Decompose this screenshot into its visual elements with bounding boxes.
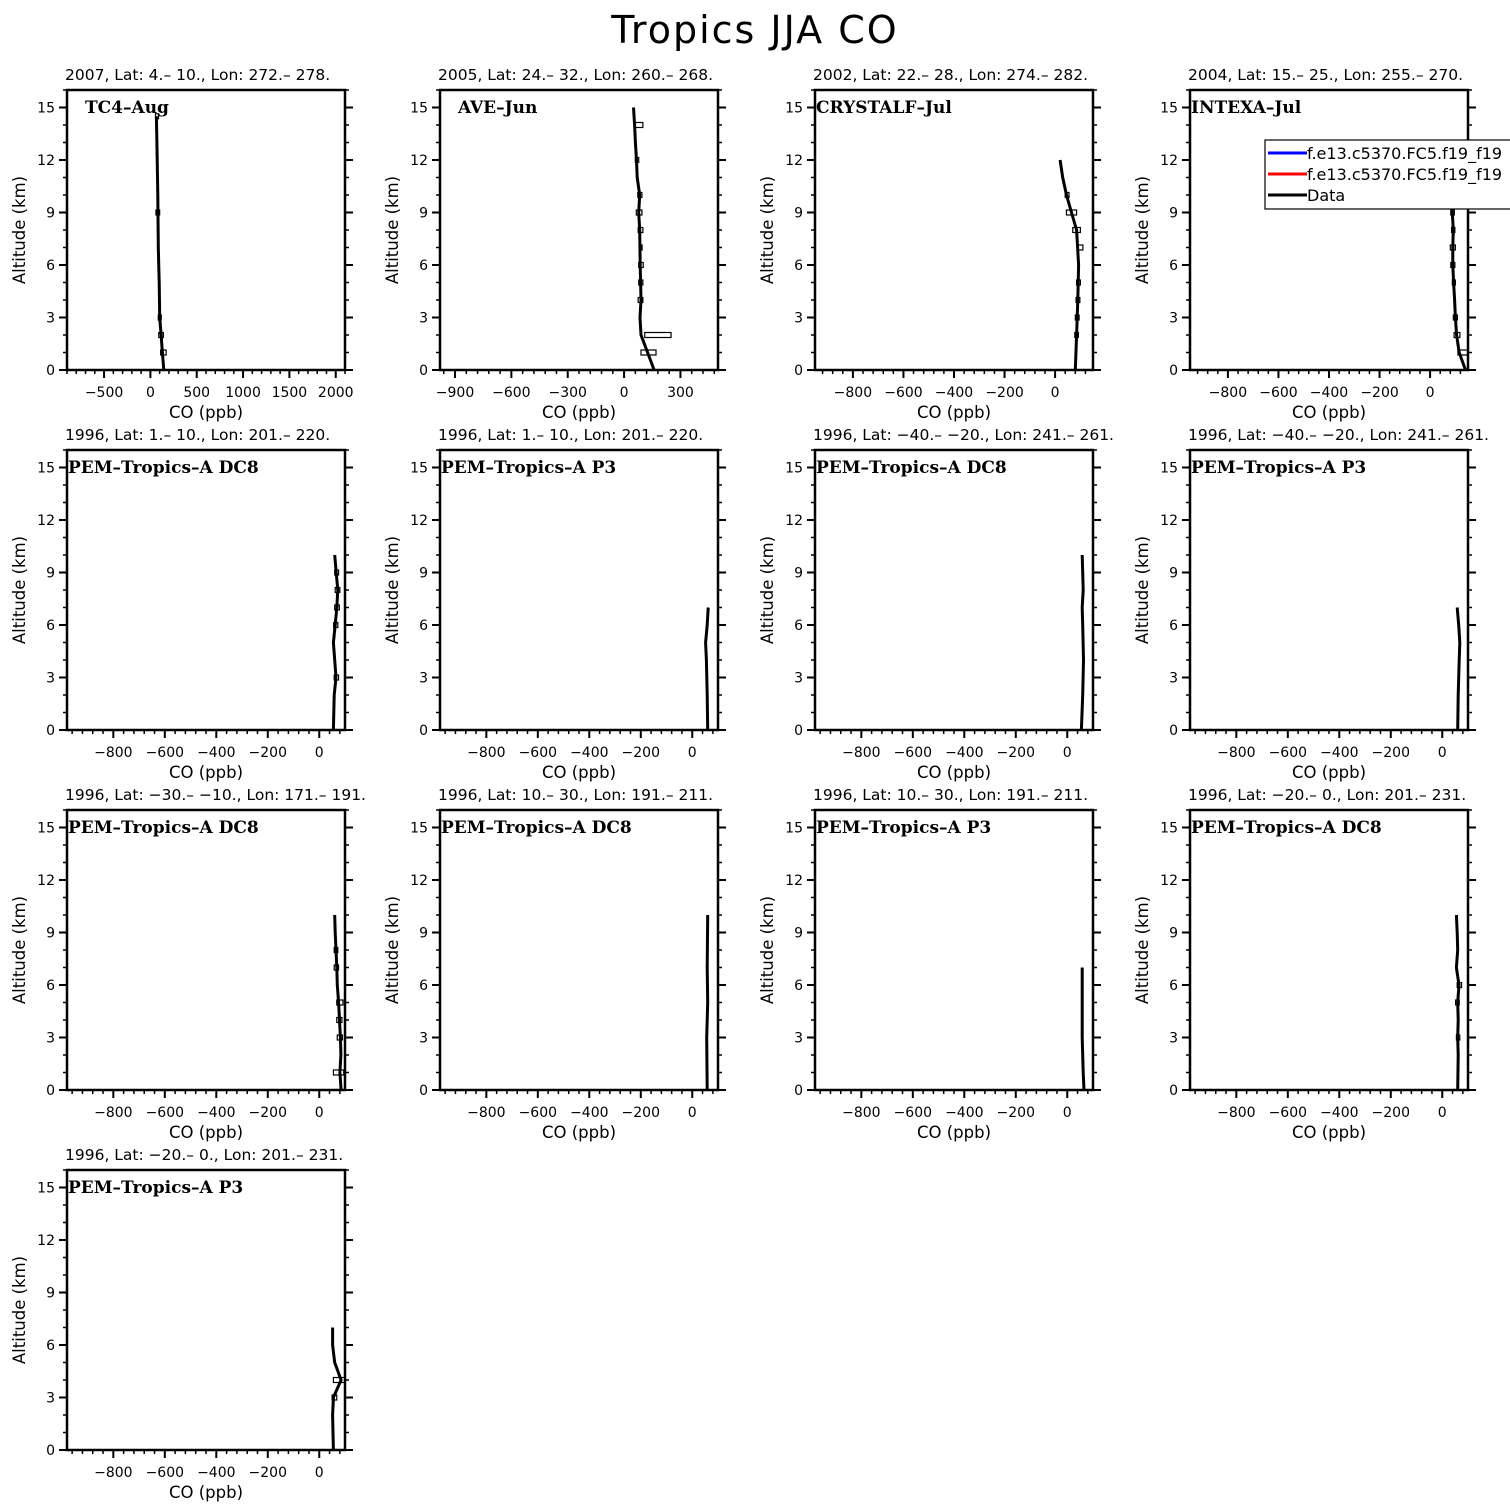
panel-10 bbox=[383, 786, 726, 1142]
x-axis-label: CO (ppb) bbox=[541, 403, 617, 422]
x-axis-label: CO (ppb) bbox=[541, 1123, 617, 1142]
x-tick-label: −200 bbox=[248, 1105, 288, 1121]
plot-frame bbox=[67, 90, 345, 370]
y-tick-label: 12 bbox=[1160, 513, 1178, 529]
x-tick-label: −400 bbox=[934, 385, 974, 401]
y-tick-label: 3 bbox=[1169, 310, 1178, 327]
x-tick-label: −200 bbox=[996, 745, 1036, 761]
plot-frame bbox=[440, 450, 718, 730]
panel-header: 1996, Lat: 1.– 10., Lon: 201.– 220. bbox=[65, 426, 331, 444]
x-tick-label: 0 bbox=[1437, 745, 1447, 761]
campaign-label: PEM–Tropics–A P3 bbox=[816, 818, 992, 838]
x-tick-label: −800 bbox=[842, 1105, 881, 1121]
y-axis-label: Altitude (km) bbox=[1133, 895, 1152, 1005]
x-tick-label: −800 bbox=[467, 1105, 506, 1121]
x-tick-label: 0 bbox=[687, 1105, 697, 1121]
y-tick-label: 6 bbox=[794, 978, 803, 994]
x-tick-label: −800 bbox=[842, 745, 881, 761]
x-tick-label: −600 bbox=[884, 385, 923, 401]
x-tick-label: −400 bbox=[1320, 745, 1359, 761]
legend-label: f.e13.c5370.FC5.f19_f19 bbox=[1307, 165, 1503, 184]
y-tick-label: 3 bbox=[46, 1030, 55, 1047]
panel-header: 1996, Lat: −30.– −10., Lon: 171.– 191. bbox=[65, 786, 366, 804]
x-tick-label: −400 bbox=[1309, 385, 1349, 401]
x-tick-label: 0 bbox=[1437, 1105, 1447, 1121]
x-axis-label: CO (ppb) bbox=[1291, 763, 1367, 782]
x-axis-label: CO (ppb) bbox=[916, 1123, 992, 1142]
x-tick-label: −800 bbox=[833, 385, 873, 401]
series-data-line bbox=[1081, 555, 1083, 730]
x-tick-label: −400 bbox=[570, 745, 609, 761]
panel-11 bbox=[758, 786, 1101, 1142]
y-tick-label: 6 bbox=[46, 1338, 55, 1354]
panel-3 bbox=[758, 66, 1101, 422]
y-tick-label: 3 bbox=[1169, 670, 1178, 687]
y-tick-label: 12 bbox=[1160, 153, 1178, 169]
x-tick-label: 1000 bbox=[225, 385, 261, 401]
x-tick-label: −200 bbox=[1360, 385, 1399, 401]
data-range-box bbox=[645, 333, 671, 338]
panel-13 bbox=[10, 1146, 353, 1502]
campaign-label: PEM–Tropics–A DC8 bbox=[68, 818, 259, 838]
x-tick-label: −600 bbox=[893, 1105, 933, 1121]
panel-header: 2002, Lat: 22.– 28., Lon: 274.– 282. bbox=[813, 66, 1089, 84]
x-tick-label: −400 bbox=[197, 745, 236, 761]
x-tick-label: 0 bbox=[619, 385, 629, 401]
y-tick-label: 15 bbox=[37, 460, 55, 477]
y-tick-label: 9 bbox=[1169, 565, 1178, 582]
panel-header: 1996, Lat: −40.– −20., Lon: 241.– 261. bbox=[1188, 426, 1489, 444]
plot-frame bbox=[67, 810, 345, 1090]
y-tick-label: 12 bbox=[410, 873, 428, 889]
y-axis-label: Altitude (km) bbox=[758, 175, 777, 285]
x-tick-label: −800 bbox=[94, 1105, 133, 1121]
x-tick-label: 2000 bbox=[317, 385, 354, 401]
series-data-line bbox=[634, 108, 655, 371]
y-tick-label: 3 bbox=[46, 310, 55, 327]
x-tick-label: 0 bbox=[687, 745, 697, 761]
y-tick-label: 9 bbox=[1169, 925, 1178, 942]
y-tick-label: 15 bbox=[785, 820, 803, 837]
y-axis-label: Altitude (km) bbox=[1133, 535, 1152, 645]
x-tick-label: −600 bbox=[145, 745, 185, 761]
y-axis-label: Altitude (km) bbox=[10, 895, 29, 1005]
y-axis-label: Altitude (km) bbox=[758, 895, 777, 1005]
y-tick-label: 6 bbox=[46, 978, 55, 994]
x-tick-label: −600 bbox=[1268, 745, 1308, 761]
x-tick-label: −600 bbox=[145, 1105, 185, 1121]
y-tick-label: 0 bbox=[419, 723, 428, 739]
x-tick-label: −800 bbox=[1208, 385, 1248, 401]
panel-4 bbox=[1133, 66, 1476, 422]
x-axis-label: CO (ppb) bbox=[168, 1123, 244, 1142]
y-tick-label: 9 bbox=[419, 925, 428, 942]
panel-5 bbox=[10, 426, 353, 782]
y-tick-label: 0 bbox=[419, 363, 428, 379]
panel-header: 1996, Lat: −20.– 0., Lon: 201.– 231. bbox=[65, 1146, 344, 1164]
x-tick-label: −600 bbox=[145, 1465, 185, 1481]
x-axis-label: CO (ppb) bbox=[916, 403, 992, 422]
y-tick-label: 6 bbox=[1169, 618, 1178, 634]
y-tick-label: 0 bbox=[794, 1083, 803, 1099]
x-tick-label: −200 bbox=[621, 745, 661, 761]
x-tick-label: −800 bbox=[94, 745, 133, 761]
y-tick-label: 6 bbox=[419, 258, 428, 274]
y-tick-label: 3 bbox=[419, 1030, 428, 1047]
x-tick-label: 0 bbox=[1425, 385, 1435, 401]
plot-frame bbox=[440, 90, 718, 370]
x-tick-label: −400 bbox=[945, 745, 984, 761]
x-axis-label: CO (ppb) bbox=[916, 763, 992, 782]
x-tick-label: −200 bbox=[1371, 745, 1411, 761]
series-data-line bbox=[706, 608, 709, 731]
x-tick-label: −200 bbox=[996, 1105, 1036, 1121]
y-tick-label: 3 bbox=[419, 310, 428, 327]
x-tick-label: 0 bbox=[314, 745, 324, 761]
x-tick-label: 0 bbox=[314, 1465, 324, 1481]
x-tick-label: −200 bbox=[248, 1465, 288, 1481]
y-axis-label: Altitude (km) bbox=[383, 535, 402, 645]
y-axis-label: Altitude (km) bbox=[10, 175, 29, 285]
plot-frame bbox=[67, 1170, 345, 1450]
x-tick-label: 300 bbox=[667, 385, 694, 401]
y-tick-label: 15 bbox=[410, 820, 428, 837]
y-tick-label: 6 bbox=[419, 618, 428, 634]
y-axis-label: Altitude (km) bbox=[758, 535, 777, 645]
panel-header: 1996, Lat: 10.– 30., Lon: 191.– 211. bbox=[438, 786, 714, 804]
campaign-label: PEM–Tropics–A DC8 bbox=[816, 458, 1007, 478]
y-tick-label: 6 bbox=[46, 618, 55, 634]
y-tick-label: 6 bbox=[1169, 978, 1178, 994]
y-tick-label: 6 bbox=[794, 618, 803, 634]
plot-frame bbox=[440, 810, 718, 1090]
y-tick-label: 9 bbox=[46, 565, 55, 582]
plot-frame bbox=[1190, 90, 1468, 370]
x-tick-label: −600 bbox=[518, 745, 558, 761]
x-tick-label: −400 bbox=[570, 1105, 609, 1121]
y-tick-label: 3 bbox=[419, 670, 428, 687]
x-tick-label: −500 bbox=[84, 385, 124, 401]
y-tick-label: 15 bbox=[37, 1180, 55, 1197]
y-tick-label: 15 bbox=[1160, 460, 1178, 477]
panel-12 bbox=[1133, 786, 1476, 1142]
x-tick-label: 0 bbox=[1050, 385, 1060, 401]
x-tick-label: −600 bbox=[893, 745, 933, 761]
y-tick-label: 9 bbox=[46, 205, 55, 222]
data-range-box bbox=[635, 123, 643, 128]
panel-header: 1996, Lat: 10.– 30., Lon: 191.– 211. bbox=[813, 786, 1089, 804]
page-title: Tropics JJA CO bbox=[611, 8, 899, 52]
panel-8 bbox=[1133, 426, 1489, 782]
plot-frame bbox=[1190, 810, 1468, 1090]
y-tick-label: 6 bbox=[419, 978, 428, 994]
y-tick-label: 12 bbox=[37, 513, 55, 529]
legend-label: Data bbox=[1307, 186, 1346, 205]
y-axis-label: Altitude (km) bbox=[383, 175, 402, 285]
x-axis-label: CO (ppb) bbox=[541, 763, 617, 782]
panel-header: 1996, Lat: −20.– 0., Lon: 201.– 231. bbox=[1188, 786, 1467, 804]
campaign-label: INTEXA–Jul bbox=[1191, 98, 1302, 118]
y-tick-label: 12 bbox=[1160, 873, 1178, 889]
x-tick-label: −400 bbox=[197, 1465, 236, 1481]
campaign-label: TC4–Aug bbox=[85, 98, 169, 118]
y-tick-label: 12 bbox=[785, 513, 803, 529]
y-tick-label: 15 bbox=[785, 460, 803, 477]
y-tick-label: 9 bbox=[794, 565, 803, 582]
x-axis-label: CO (ppb) bbox=[1291, 1123, 1367, 1142]
y-tick-label: 15 bbox=[37, 100, 55, 117]
y-tick-label: 6 bbox=[46, 258, 55, 274]
y-tick-label: 12 bbox=[37, 1233, 55, 1249]
plot-frame bbox=[1190, 450, 1468, 730]
x-tick-label: −600 bbox=[518, 1105, 558, 1121]
y-tick-label: 0 bbox=[419, 1083, 428, 1099]
y-tick-label: 12 bbox=[785, 153, 803, 169]
series-data-line bbox=[335, 915, 341, 1090]
y-tick-label: 12 bbox=[410, 513, 428, 529]
panel-header: 2007, Lat: 4.– 10., Lon: 272.– 278. bbox=[65, 66, 331, 84]
x-tick-label: −200 bbox=[1371, 1105, 1411, 1121]
series-data-line bbox=[1082, 968, 1084, 1091]
x-tick-label: −800 bbox=[467, 745, 506, 761]
y-tick-label: 15 bbox=[1160, 100, 1178, 117]
legend bbox=[1265, 140, 1510, 209]
x-axis-label: CO (ppb) bbox=[168, 763, 244, 782]
panel-header: 1996, Lat: −40.– −20., Lon: 241.– 261. bbox=[813, 426, 1114, 444]
x-tick-label: 0 bbox=[145, 385, 155, 401]
x-tick-label: −800 bbox=[1217, 1105, 1256, 1121]
y-tick-label: 12 bbox=[37, 873, 55, 889]
plot-frame bbox=[815, 810, 1093, 1090]
x-tick-label: −300 bbox=[548, 385, 587, 401]
y-tick-label: 9 bbox=[794, 205, 803, 222]
x-tick-label: −400 bbox=[197, 1105, 236, 1121]
x-tick-label: −600 bbox=[492, 385, 531, 401]
panel-1 bbox=[10, 66, 354, 422]
y-tick-label: 3 bbox=[1169, 1030, 1178, 1047]
series-data-line bbox=[1060, 160, 1079, 370]
x-tick-label: −600 bbox=[1268, 1105, 1308, 1121]
series-data-line bbox=[1457, 608, 1460, 731]
y-axis-label: Altitude (km) bbox=[383, 895, 402, 1005]
y-tick-label: 0 bbox=[46, 363, 55, 379]
y-tick-label: 0 bbox=[1169, 723, 1178, 739]
y-tick-label: 0 bbox=[794, 723, 803, 739]
panel-6 bbox=[383, 426, 726, 782]
x-tick-label: −200 bbox=[621, 1105, 661, 1121]
y-tick-label: 0 bbox=[46, 1443, 55, 1459]
y-tick-label: 12 bbox=[785, 873, 803, 889]
plot-frame bbox=[815, 90, 1093, 370]
x-tick-label: −600 bbox=[1259, 385, 1298, 401]
panel-header: 2004, Lat: 15.– 25., Lon: 255.– 270. bbox=[1188, 66, 1464, 84]
panel-2 bbox=[383, 66, 726, 422]
panel-9 bbox=[10, 786, 366, 1142]
y-tick-label: 0 bbox=[46, 723, 55, 739]
y-tick-label: 3 bbox=[794, 310, 803, 327]
y-tick-label: 9 bbox=[794, 925, 803, 942]
x-tick-label: −400 bbox=[945, 1105, 984, 1121]
panel-7 bbox=[758, 426, 1114, 782]
y-axis-label: Altitude (km) bbox=[10, 1255, 29, 1365]
x-axis-label: CO (ppb) bbox=[168, 1483, 244, 1502]
x-axis-label: CO (ppb) bbox=[1291, 403, 1367, 422]
y-tick-label: 9 bbox=[46, 925, 55, 942]
y-tick-label: 9 bbox=[419, 565, 428, 582]
y-tick-label: 9 bbox=[1169, 205, 1178, 222]
campaign-label: PEM–Tropics–A P3 bbox=[68, 1178, 244, 1198]
y-tick-label: 15 bbox=[1160, 820, 1178, 837]
y-tick-label: 3 bbox=[794, 670, 803, 687]
y-tick-label: 0 bbox=[1169, 1083, 1178, 1099]
y-tick-label: 3 bbox=[46, 670, 55, 687]
x-tick-label: −200 bbox=[985, 385, 1024, 401]
y-tick-label: 12 bbox=[37, 153, 55, 169]
y-tick-label: 9 bbox=[46, 1285, 55, 1302]
campaign-label: AVE–Jun bbox=[458, 98, 538, 118]
y-tick-label: 3 bbox=[794, 1030, 803, 1047]
x-tick-label: 0 bbox=[1062, 1105, 1072, 1121]
y-tick-label: 0 bbox=[794, 363, 803, 379]
x-tick-label: 500 bbox=[183, 385, 211, 401]
y-tick-label: 0 bbox=[1169, 363, 1178, 379]
y-axis-label: Altitude (km) bbox=[10, 535, 29, 645]
x-tick-label: 0 bbox=[1062, 745, 1072, 761]
panel-header: 2005, Lat: 24.– 32., Lon: 260.– 268. bbox=[438, 66, 714, 84]
y-tick-label: 15 bbox=[785, 100, 803, 117]
x-axis-label: CO (ppb) bbox=[168, 403, 244, 422]
x-tick-label: −400 bbox=[1320, 1105, 1359, 1121]
y-tick-label: 6 bbox=[794, 258, 803, 274]
x-tick-label: 1500 bbox=[271, 385, 308, 401]
x-tick-label: −800 bbox=[1217, 745, 1256, 761]
panel-header: 1996, Lat: 1.– 10., Lon: 201.– 220. bbox=[438, 426, 704, 444]
campaign-label: PEM–Tropics–A DC8 bbox=[68, 458, 259, 478]
campaign-label: PEM–Tropics–A P3 bbox=[1191, 458, 1367, 478]
x-tick-label: 0 bbox=[314, 1105, 324, 1121]
x-tick-label: −800 bbox=[94, 1465, 133, 1481]
x-tick-label: −900 bbox=[435, 385, 475, 401]
campaign-label: CRYSTALF–Jul bbox=[816, 98, 952, 118]
series-data-line bbox=[707, 915, 708, 1090]
campaign-label: PEM–Tropics–A DC8 bbox=[441, 818, 632, 838]
series-data-line bbox=[1456, 915, 1459, 1090]
campaign-label: PEM–Tropics–A DC8 bbox=[1191, 818, 1382, 838]
y-tick-label: 15 bbox=[410, 460, 428, 477]
y-tick-label: 15 bbox=[410, 100, 428, 117]
y-tick-label: 6 bbox=[1169, 258, 1178, 274]
series-data-line bbox=[333, 1328, 342, 1451]
y-tick-label: 0 bbox=[46, 1083, 55, 1099]
y-tick-label: 12 bbox=[410, 153, 428, 169]
campaign-label: PEM–Tropics–A P3 bbox=[441, 458, 617, 478]
plot-frame bbox=[67, 450, 345, 730]
series-data-line bbox=[333, 555, 337, 730]
y-tick-label: 15 bbox=[37, 820, 55, 837]
x-tick-label: −200 bbox=[248, 745, 288, 761]
legend-label: f.e13.c5370.FC5.f19_f19 bbox=[1307, 144, 1503, 163]
y-axis-label: Altitude (km) bbox=[1133, 175, 1152, 285]
y-tick-label: 9 bbox=[419, 205, 428, 222]
y-tick-label: 3 bbox=[46, 1390, 55, 1407]
plot-frame bbox=[815, 450, 1093, 730]
